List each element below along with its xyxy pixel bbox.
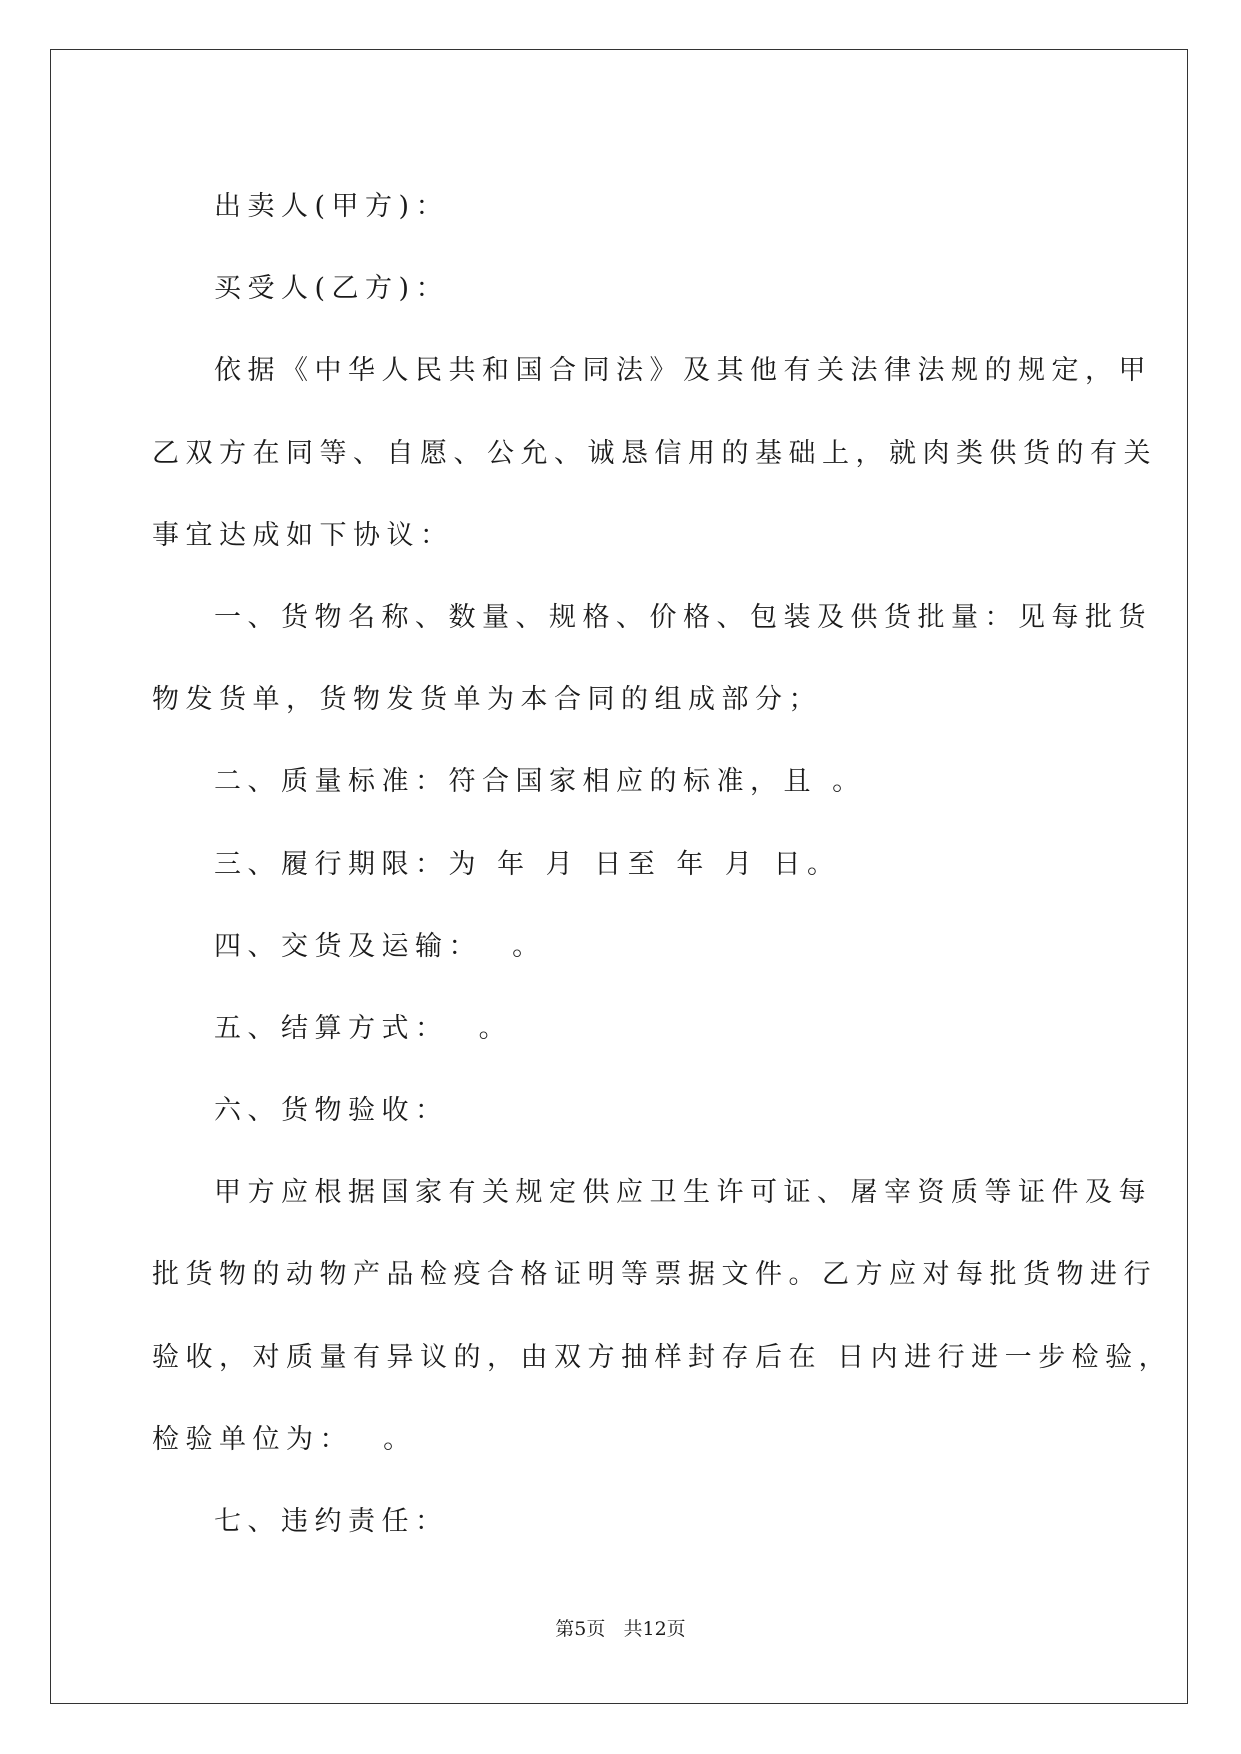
paragraph-line: 检验单位为： 。 (152, 1423, 417, 1455)
paragraph-line: 乙双方在同等、自愿、公允、诚恳信用的基础上，就肉类供货的有关 (152, 437, 1157, 469)
page-number: 第5页 共12页 (555, 1618, 686, 1640)
paragraph-line: 五、结算方式： 。 (214, 1012, 513, 1044)
paragraph-line: 三、履行期限：为 年 月 日至 年 月 日。 (214, 848, 841, 880)
paragraph-line: 二、质量标准：符合国家相应的标准，且 。 (214, 766, 866, 798)
paragraph-line: 一、货物名称、数量、规格、价格、包装及供货批量：见每批货 (214, 601, 1152, 633)
paragraph-line: 验收，对质量有异议的，由双方抽样封存后在 日内进行进一步检验， (152, 1341, 1173, 1373)
paragraph-line: 批货物的动物产品检疫合格证明等票据文件。乙方应对每批货物进行 (152, 1259, 1157, 1291)
paragraph-line: 出卖人(甲方)： (214, 191, 450, 222)
paragraph-line: 甲方应根据国家有关规定供应卫生许可证、屠宰资质等证件及每 (214, 1177, 1152, 1209)
paragraph-line: 依据《中华人民共和国合同法》及其他有关法律法规的规定，甲 (214, 355, 1152, 387)
paragraph-line: 四、交货及运输： 。 (214, 930, 546, 962)
paragraph-line: 买受人(乙方)： (214, 273, 450, 305)
paragraph-line: 物发货单，货物发货单为本合同的组成部分； (152, 684, 822, 716)
paragraph-line: 六、货物验收： (214, 1095, 449, 1127)
paragraph-line: 事宜达成如下协议： (152, 519, 454, 551)
paragraph-line: 七、违约责任： (214, 1506, 449, 1537)
document-body (152, 166, 1173, 1563)
